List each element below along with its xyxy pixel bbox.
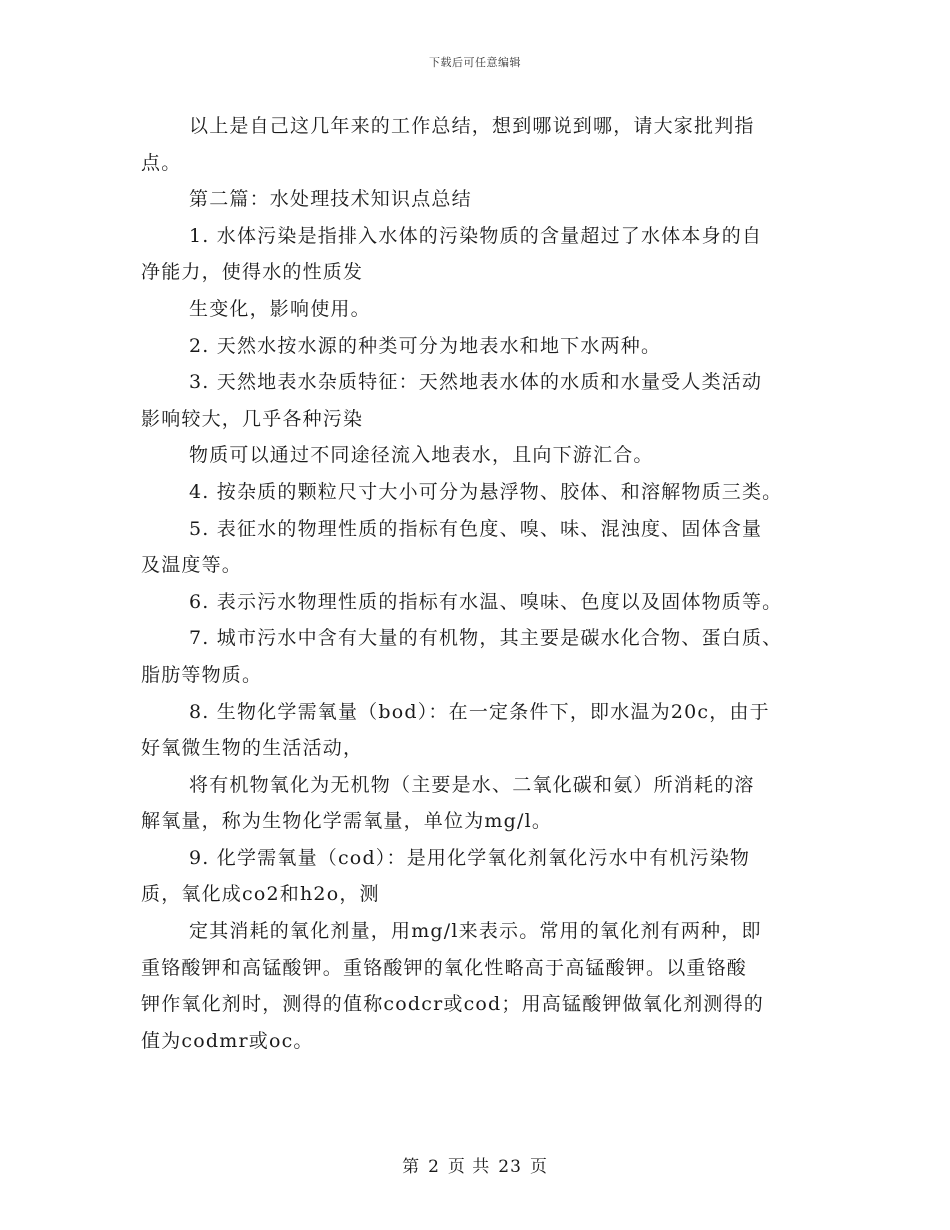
text-line: 定其消耗的氧化剂量，用mg/l来表示。常用的氧化剂有两种，即 bbox=[189, 920, 762, 943]
text-line: 脂肪等物质。 bbox=[141, 663, 263, 686]
text-line: 值为codmr或oc。 bbox=[141, 1029, 314, 1052]
text-line: 第二篇：水处理技术知识点总结 bbox=[189, 188, 472, 211]
footer-suffix: 页 bbox=[529, 1157, 548, 1177]
text-line: 及温度等。 bbox=[141, 554, 243, 577]
footer-page-number: 2 bbox=[428, 1157, 440, 1177]
text-line: 9. 化学需氧量（cod）：是用化学氧化剂氧化污水中有机污染物 bbox=[189, 846, 751, 869]
text-line: 2. 天然水按水源的种类可分为地表水和地下水两种。 bbox=[189, 334, 662, 357]
text-line: 物质可以通过不同途径流入地表水，且向下游汇合。 bbox=[189, 444, 654, 467]
text-line: 点。 bbox=[141, 151, 182, 174]
text-line: 好氧微生物的生活活动， bbox=[141, 737, 364, 760]
footer-total-pages: 23 bbox=[498, 1157, 522, 1177]
text-line: 重铬酸钾和高锰酸钾。重铬酸钾的氧化性略高于高锰酸钾。以重铬酸 bbox=[141, 956, 748, 979]
text-line: 1. 水体污染是指排入水体的污染物质的含量超过了水体本身的自 bbox=[189, 224, 763, 247]
footer-prefix: 第 bbox=[402, 1157, 421, 1177]
text-line: 影响较大，几乎各种污染 bbox=[141, 407, 364, 430]
text-line: 将有机物氧化为无机物（主要是水、二氧化碳和氨）所消耗的溶 bbox=[189, 773, 755, 796]
text-line: 解氧量，称为生物化学需氧量，单位为mg/l。 bbox=[141, 810, 553, 833]
document-body bbox=[141, 108, 811, 1059]
text-line: 质，氧化成co2和h2o，测 bbox=[141, 883, 380, 906]
text-line: 以上是自己这几年来的工作总结，想到哪说到哪，请大家批判指 bbox=[189, 115, 755, 137]
page-header-note: 下载后可任意编辑 bbox=[429, 56, 521, 69]
text-line: 钾作氧化剂时，测得的值称codcr或cod；用高锰酸钾做氧化剂测得的 bbox=[141, 993, 765, 1016]
text-line: 7. 城市污水中含有大量的有机物，其主要是碳水化合物、蛋白质、 bbox=[189, 627, 783, 650]
text-line: 净能力，使得水的性质发 bbox=[141, 261, 364, 284]
footer-middle: 页 共 bbox=[447, 1157, 491, 1177]
text-line: 3. 天然地表水杂质特征：天然地表水体的水质和水量受人类活动 bbox=[189, 371, 763, 394]
text-line: 5. 表征水的物理性质的指标有色度、嗅、味、混浊度、固体含量 bbox=[189, 517, 763, 540]
page-footer bbox=[0, 1152, 950, 1177]
text-line: 生变化，影响使用。 bbox=[189, 297, 371, 320]
text-line: 6. 表示污水物理性质的指标有水温、嗅味、色度以及固体物质等。 bbox=[189, 590, 783, 613]
text-line: 4. 按杂质的颗粒尺寸大小可分为悬浮物、胶体、和溶解物质三类。 bbox=[189, 480, 783, 503]
text-line: 8. 生物化学需氧量（bod）：在一定条件下，即水温为20c，由于 bbox=[189, 700, 770, 723]
